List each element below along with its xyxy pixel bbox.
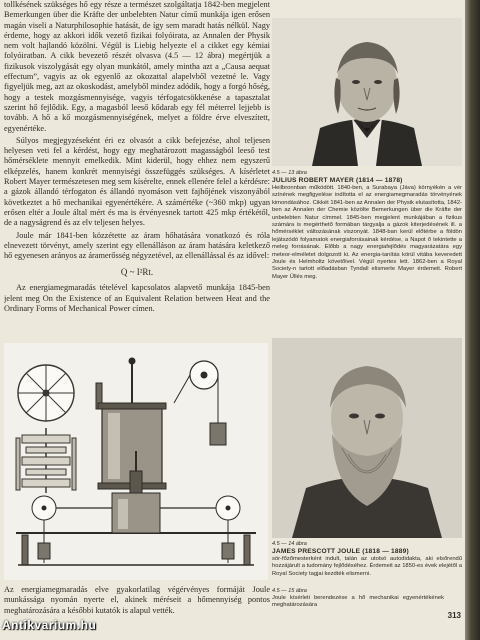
joule-law-formula: Q ~ I²Rt. — [120, 267, 154, 278]
apparatus-figure-label: 4.5 — 15 ábra — [272, 588, 307, 594]
page-number: 313 — [447, 611, 461, 620]
paddle-wheel-face — [18, 365, 74, 421]
mayer-figure-label: 4.5 — 13 ábra — [272, 170, 307, 176]
main-text-column — [4, 0, 270, 340]
caption-column — [272, 0, 464, 640]
book-spine-shadow — [465, 0, 480, 640]
joule-caption — [272, 541, 462, 578]
joule-portrait-image — [272, 338, 462, 538]
joule-figure-label: 4.5 — 14 ábra — [272, 541, 307, 547]
mayer-portrait — [272, 18, 462, 166]
joule-bio: sör-főzőmesterként indult, talán az utolsó autodidakta, aki elsőrendű hozzájárult a tudomány fejlődéséhez. Érdemeit az 1850-es évek elejétől a Royal Society tagjai kezdték elismerni. — [272, 556, 462, 577]
apparatus-caption — [272, 588, 444, 610]
watermark-logo: Antikvarium.hu — [2, 618, 97, 632]
mayer-portrait-image — [272, 18, 462, 166]
joule-apparatus-figure — [4, 343, 268, 580]
paragraph-1: tollkésének szükséges hő egy része a természet szolgáltatja 1842-ben megjelent Bemerkungen über die Kräfte der unbelebten Natur című munkája igen erősen magán viseli a Naturphilosophie hatását, de így sem maradt hatás nélkül. Nagy érdeme, hogy az akkori idők vezető fizikai folyóirata, az Annalen der Physik nem volt hajlandó közölni. Végül is Liebig helyezte el a cikket egy kémiai folyóiratban. A cikk bevezető részét olvasva (4.5 — 12 ábra) megértjük a fizikusok viszolygását egy olyan munkától, amely mintha azt a „Causa aequat effectum”, vagyis az ok egyenlő az okozattal alapelvből vezetné le. Vagy figyeljük meg, azt az okoskodást, amelyből mindez adódik, hogy a forgó hőség, hogy a testek mozgásmennyisége, vagyis térfogatcsökkenése a tapasztalat szerint hő fejlődik. Egy, a magasból leeső kődarab egy fél méterrel lejjebb is tovább. A hő a kő mozgásmennyiségének, melyet a földre érve elveszített, egyenértéke. — [4, 0, 270, 133]
apparatus-drawing — [4, 343, 268, 580]
bottom-paragraph: Az energiamegmaradás elve gyakorlatilag végérvényes formáját Joule munkássága nyomán nyerte el, akinek méréseit a hőmennyiség pontos meghatározására a későbbi kutatók is alapul vették. — [4, 585, 270, 615]
apparatus-description: Joule kísérleti berendezése a hő mechanikai egyenértékének meghatározására — [272, 595, 444, 609]
joule-name: JAMES PRESCOTT JOULE (1818 — 1889) — [272, 548, 409, 555]
paddle-vane-assembly — [16, 428, 76, 493]
mayer-bio: Heilbronnban működött. 1840-ben, a Surabaya (Jáva) környékén a vér színének megfigyelése indította el az energiamegmaradás törvényének kimondásához. Cikkét 1841-ben az Annalen der Physik elutasította, 1842-ben az Annalen der Chemie közölte Bemerkungen über die Kräfte der unbelebten Natur címmel. 1845-ben megjelent munkájában a fizikus számára is megérthető formában tárgyalja a gázok kiterjedésének ill. a hőmérséklet változásának viszonyát. 1848-ban kerül előtérbe a földön lejátszódó folyamatok energiaforrásainak kérdése, a Napot ő tekintette a meleg forrásának. Előbb a nagy energiafejlődés magyarázatára egy meteor-elméletet dolgozott ki. Az energia-tanítás körül vitába keveredett Joule és Helmholtz követőivel. Végül nyertes lett. 1862-ben a Royal Society-n tartott előadásban Tyndall elismerte Mayer érdemeit. Robert Mayer Üllés meg. — [272, 185, 462, 280]
mayer-caption — [272, 170, 462, 281]
paragraph-3: Joule már 1841-ben közzétette az áram hőhatására vonatkozó és róla elnevezett törvényt, amely szerint egy ellenálláson az áram hatására keletkező hő egyenesen arányos az áramerősség négyzetével, az ellenállással és az idővel: — [4, 230, 270, 261]
paragraph-4: Az energiamegmaradás tételével kapcsolatos alapvető munkája 1845-ben jelent meg On the Existence of an Equivalent Relation between Heat and the Ordinary Forms of Mechanical Power címen. — [4, 283, 270, 314]
joule-portrait — [272, 338, 462, 538]
mayer-name: JULIUS ROBERT MAYER (1814 — 1878) — [272, 177, 403, 184]
paragraph-2: Súlyos megjegyzéseként éri ez olvasót a cikk befejezése, ahol teljesen helyesen veti fel a kérdést, hogy egy meghatározott magasságból leeső test hőmérséklete mennyit emelkedik. Mint kiderül, hogy ehhez nem egyszerű elképzelés, hanem konkrét mennyiségi összefüggés szükséges. A kísérletet Robert Mayer természetesen meg sem kísérelte, ennek ellenére felel a kérdésre: a gázok állandó térfogaton és állandó nyomáson vett fajhőjének viszonyából következtet a hő mechanikai egyenértékére. A számértéke (~360 mkp) ugyan erősen eltér a Joule által mért és ma is érvényesnek tartott 425 mkp értékétől, de a nagyságrend és az elv teljesen helyes. — [4, 135, 270, 228]
